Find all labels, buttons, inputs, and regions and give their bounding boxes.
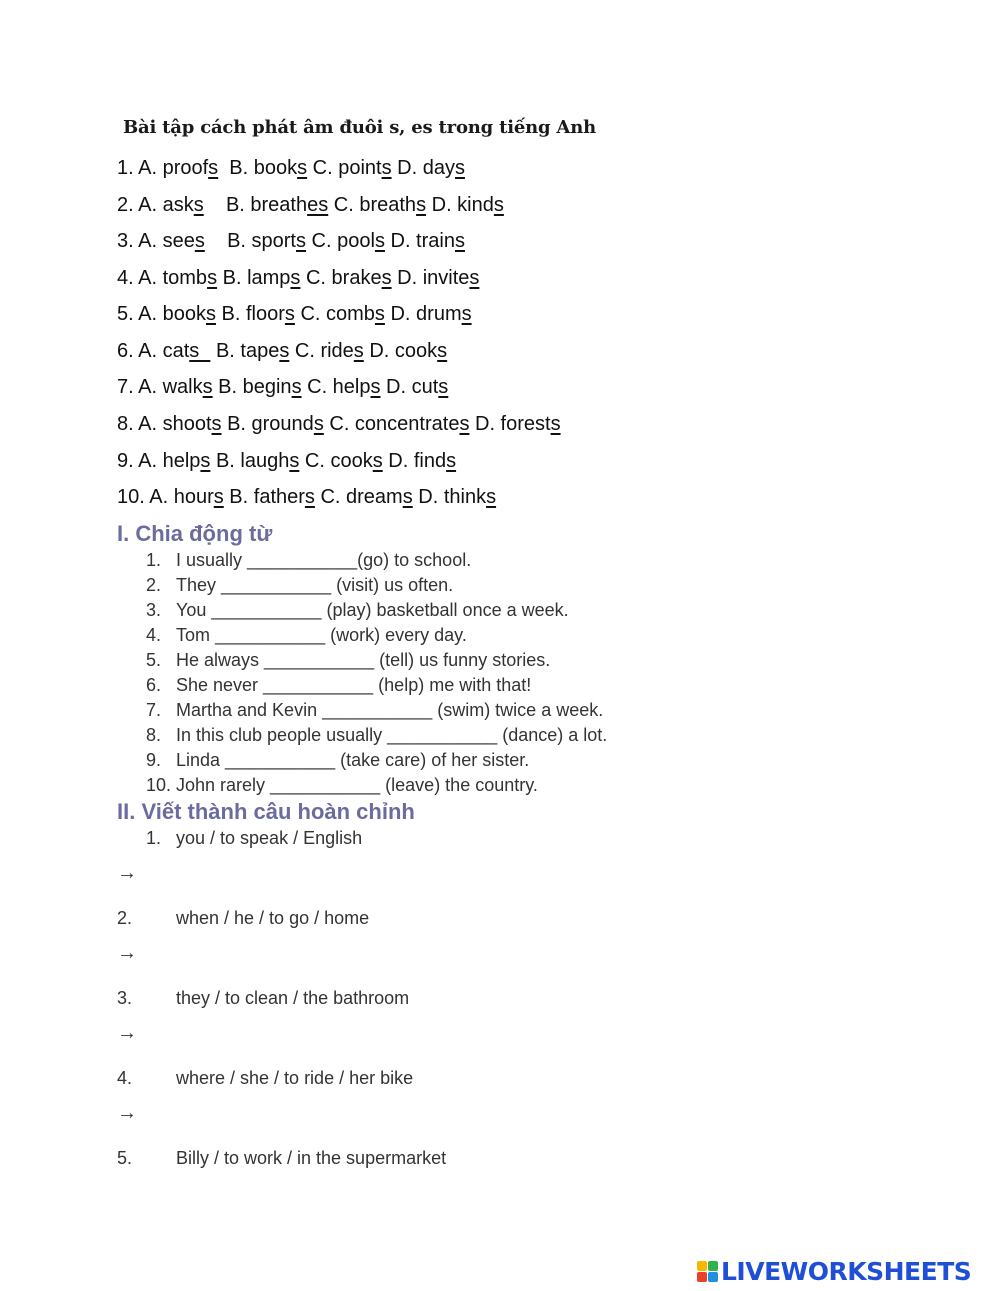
pronunciation-item: 3. A. sees B. sports C. pools D. trains [117, 230, 465, 252]
verb-item-number: 9. [146, 750, 162, 770]
logo-square [708, 1272, 718, 1282]
answer-arrow-icon: → [117, 1102, 137, 1124]
verb-item-text: He always ___________ (tell) us funny stories. [176, 650, 551, 670]
verb-item-number: 7. [146, 700, 162, 720]
verb-item-number: 3. [146, 600, 162, 620]
sentence-item-text: Billy / to work / in the supermarket [176, 1148, 447, 1168]
verb-item-text: Tom ___________ (work) every day. [176, 625, 467, 645]
sentence-item-text: you / to speak / English [176, 828, 363, 848]
answer-arrow-icon: → [117, 1022, 137, 1044]
logo-icon [697, 1261, 718, 1282]
verb-item-number: 5. [146, 650, 162, 670]
logo-square [708, 1261, 718, 1271]
answer-arrow-icon: → [117, 942, 137, 964]
sentence-item-text: when / he / to go / home [176, 908, 370, 928]
verb-item-number: 6. [146, 675, 162, 695]
section-2-heading: II. Viết thành câu hoàn chỉnh [117, 799, 415, 824]
worksheet-title: Bài tập cách phát âm đuôi s, es trong tiếng Anh [123, 117, 596, 138]
verb-item-text: They ___________ (visit) us often. [176, 575, 454, 595]
verb-item-number: 2. [146, 575, 162, 595]
verb-item-text: You ___________ (play) basketball once a week. [176, 600, 569, 620]
sentence-item-number: 4. [117, 1068, 133, 1088]
pronunciation-item: 1. A. proofs B. books C. points D. days [117, 157, 465, 179]
answer-arrow-icon: → [117, 862, 137, 884]
verb-item-text: In this club people usually ___________ (dance) a lot. [176, 725, 608, 745]
logo-text: LIVEWORKSHEETS [721, 1256, 972, 1286]
verb-item-text: Linda ___________ (take care) of her sister. [176, 750, 530, 770]
pronunciation-item: 8. A. shoots B. grounds C. concentrates D. forests [117, 413, 561, 435]
sentence-item-number: 3. [117, 988, 133, 1008]
verb-item-number: 10. [146, 775, 172, 795]
sentence-item-text: where / she / to ride / her bike [176, 1068, 414, 1088]
pronunciation-item: 9. A. helps B. laughs C. cooks D. finds [117, 450, 457, 472]
verb-item-text: I usually ___________(go) to school. [176, 550, 472, 570]
sentence-item-number: 1. [146, 828, 162, 848]
pronunciation-item: 2. A. asks B. breathes C. breaths D. kinds [117, 194, 504, 216]
sentence-item-number: 5. [117, 1148, 133, 1168]
pronunciation-item: 4. A. tombs B. lamps C. brakes D. invites [117, 267, 480, 289]
verb-item-number: 1. [146, 550, 162, 570]
pronunciation-item: 6. A. cats B. tapes C. rides D. cooks [117, 340, 448, 362]
liveworksheets-logo [697, 1256, 971, 1286]
sentence-item-number: 2. [117, 908, 133, 928]
sentence-item-text: they / to clean / the bathroom [176, 988, 410, 1008]
verb-item-text: Martha and Kevin ___________ (swim) twice a week. [176, 700, 604, 720]
verb-item-text: John rarely ___________ (leave) the country. [176, 775, 538, 795]
pronunciation-item: 5. A. books B. floors C. combs D. drums [117, 303, 472, 325]
verb-item-number: 8. [146, 725, 162, 745]
pronunciation-item: 7. A. walks B. begins C. helps D. cuts [117, 376, 449, 398]
section-1-heading: I. Chia động từ [117, 521, 273, 546]
verb-item-number: 4. [146, 625, 162, 645]
verb-item-text: She never ___________ (help) me with that! [176, 675, 532, 695]
logo-square [697, 1272, 707, 1282]
pronunciation-item: 10. A. hours B. fathers C. dreams D. thinks [117, 486, 497, 508]
logo-square [697, 1261, 707, 1271]
